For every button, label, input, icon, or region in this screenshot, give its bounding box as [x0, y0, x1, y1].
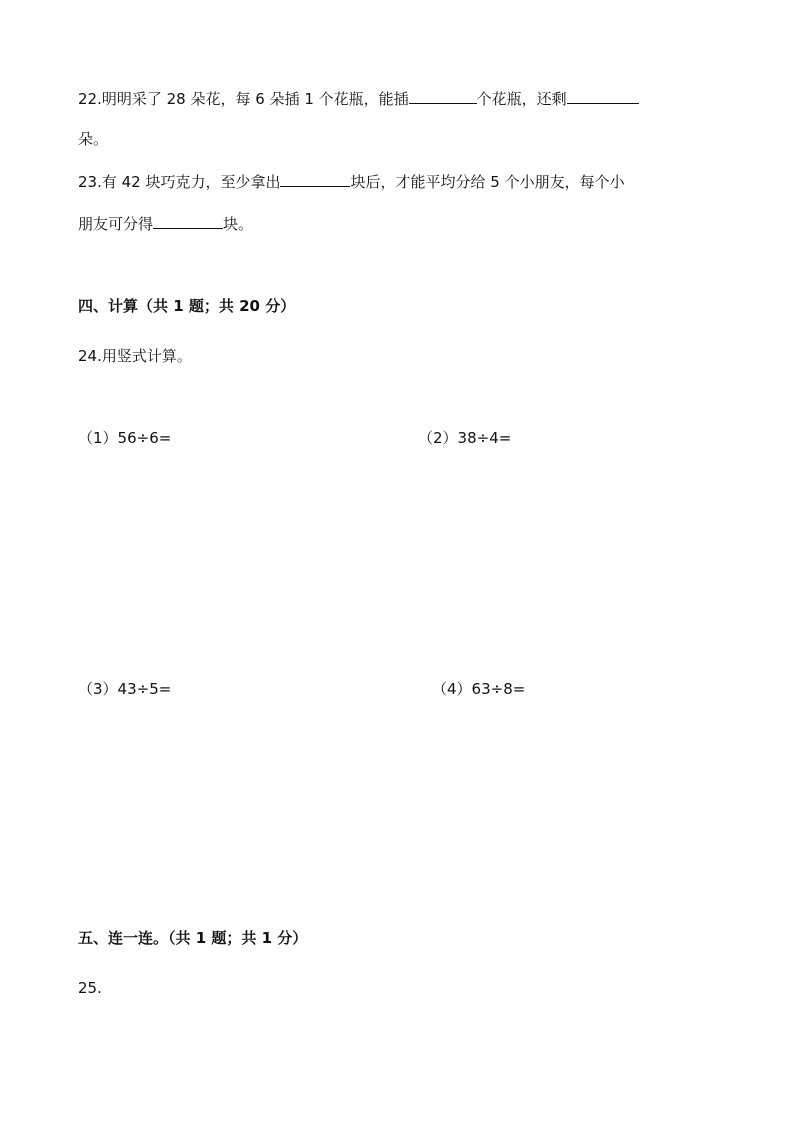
q23-blank-each-gets[interactable] [153, 213, 223, 229]
q24-prompt: 24.用竖式计算。 [78, 347, 192, 365]
q25-prompt: 25. [78, 979, 102, 997]
q23-blank-take-out[interactable] [280, 171, 350, 187]
q24-item-4: （4）63÷8= [432, 680, 526, 698]
q22-blank-vases[interactable] [409, 88, 477, 104]
q22-line1 [78, 88, 639, 109]
q22-blank-remaining[interactable] [567, 88, 639, 104]
q24-item-2: （2）38÷4= [418, 429, 512, 447]
q22-text-part2: 个花瓶，还剩 [476, 90, 567, 108]
q24-item-1: （1）56÷6= [78, 429, 172, 447]
q23-text-part2: 块后，才能平均分给 5 个小朋友，每个小 [350, 173, 625, 191]
q23-text-part3: 朋友可分得 [78, 215, 154, 233]
q23-text-part4: 块。 [223, 215, 254, 233]
q22-line2 [78, 129, 108, 149]
q22-text-part3: 朵。 [78, 130, 109, 148]
q23-text-part1: 23.有 42 块巧克力，至少拿出 [78, 173, 281, 191]
section5-title: 五、连一连。（共 1 题；共 1 分） [78, 929, 308, 947]
section4-title: 四、计算（共 1 题；共 20 分） [78, 297, 296, 315]
q24-item-3: （3）43÷5= [78, 680, 172, 698]
q23-line1 [78, 171, 625, 192]
q23-line2 [78, 213, 253, 234]
q22-text-part1: 22.明明采了 28 朵花，每 6 朵插 1 个花瓶，能插 [78, 90, 409, 108]
